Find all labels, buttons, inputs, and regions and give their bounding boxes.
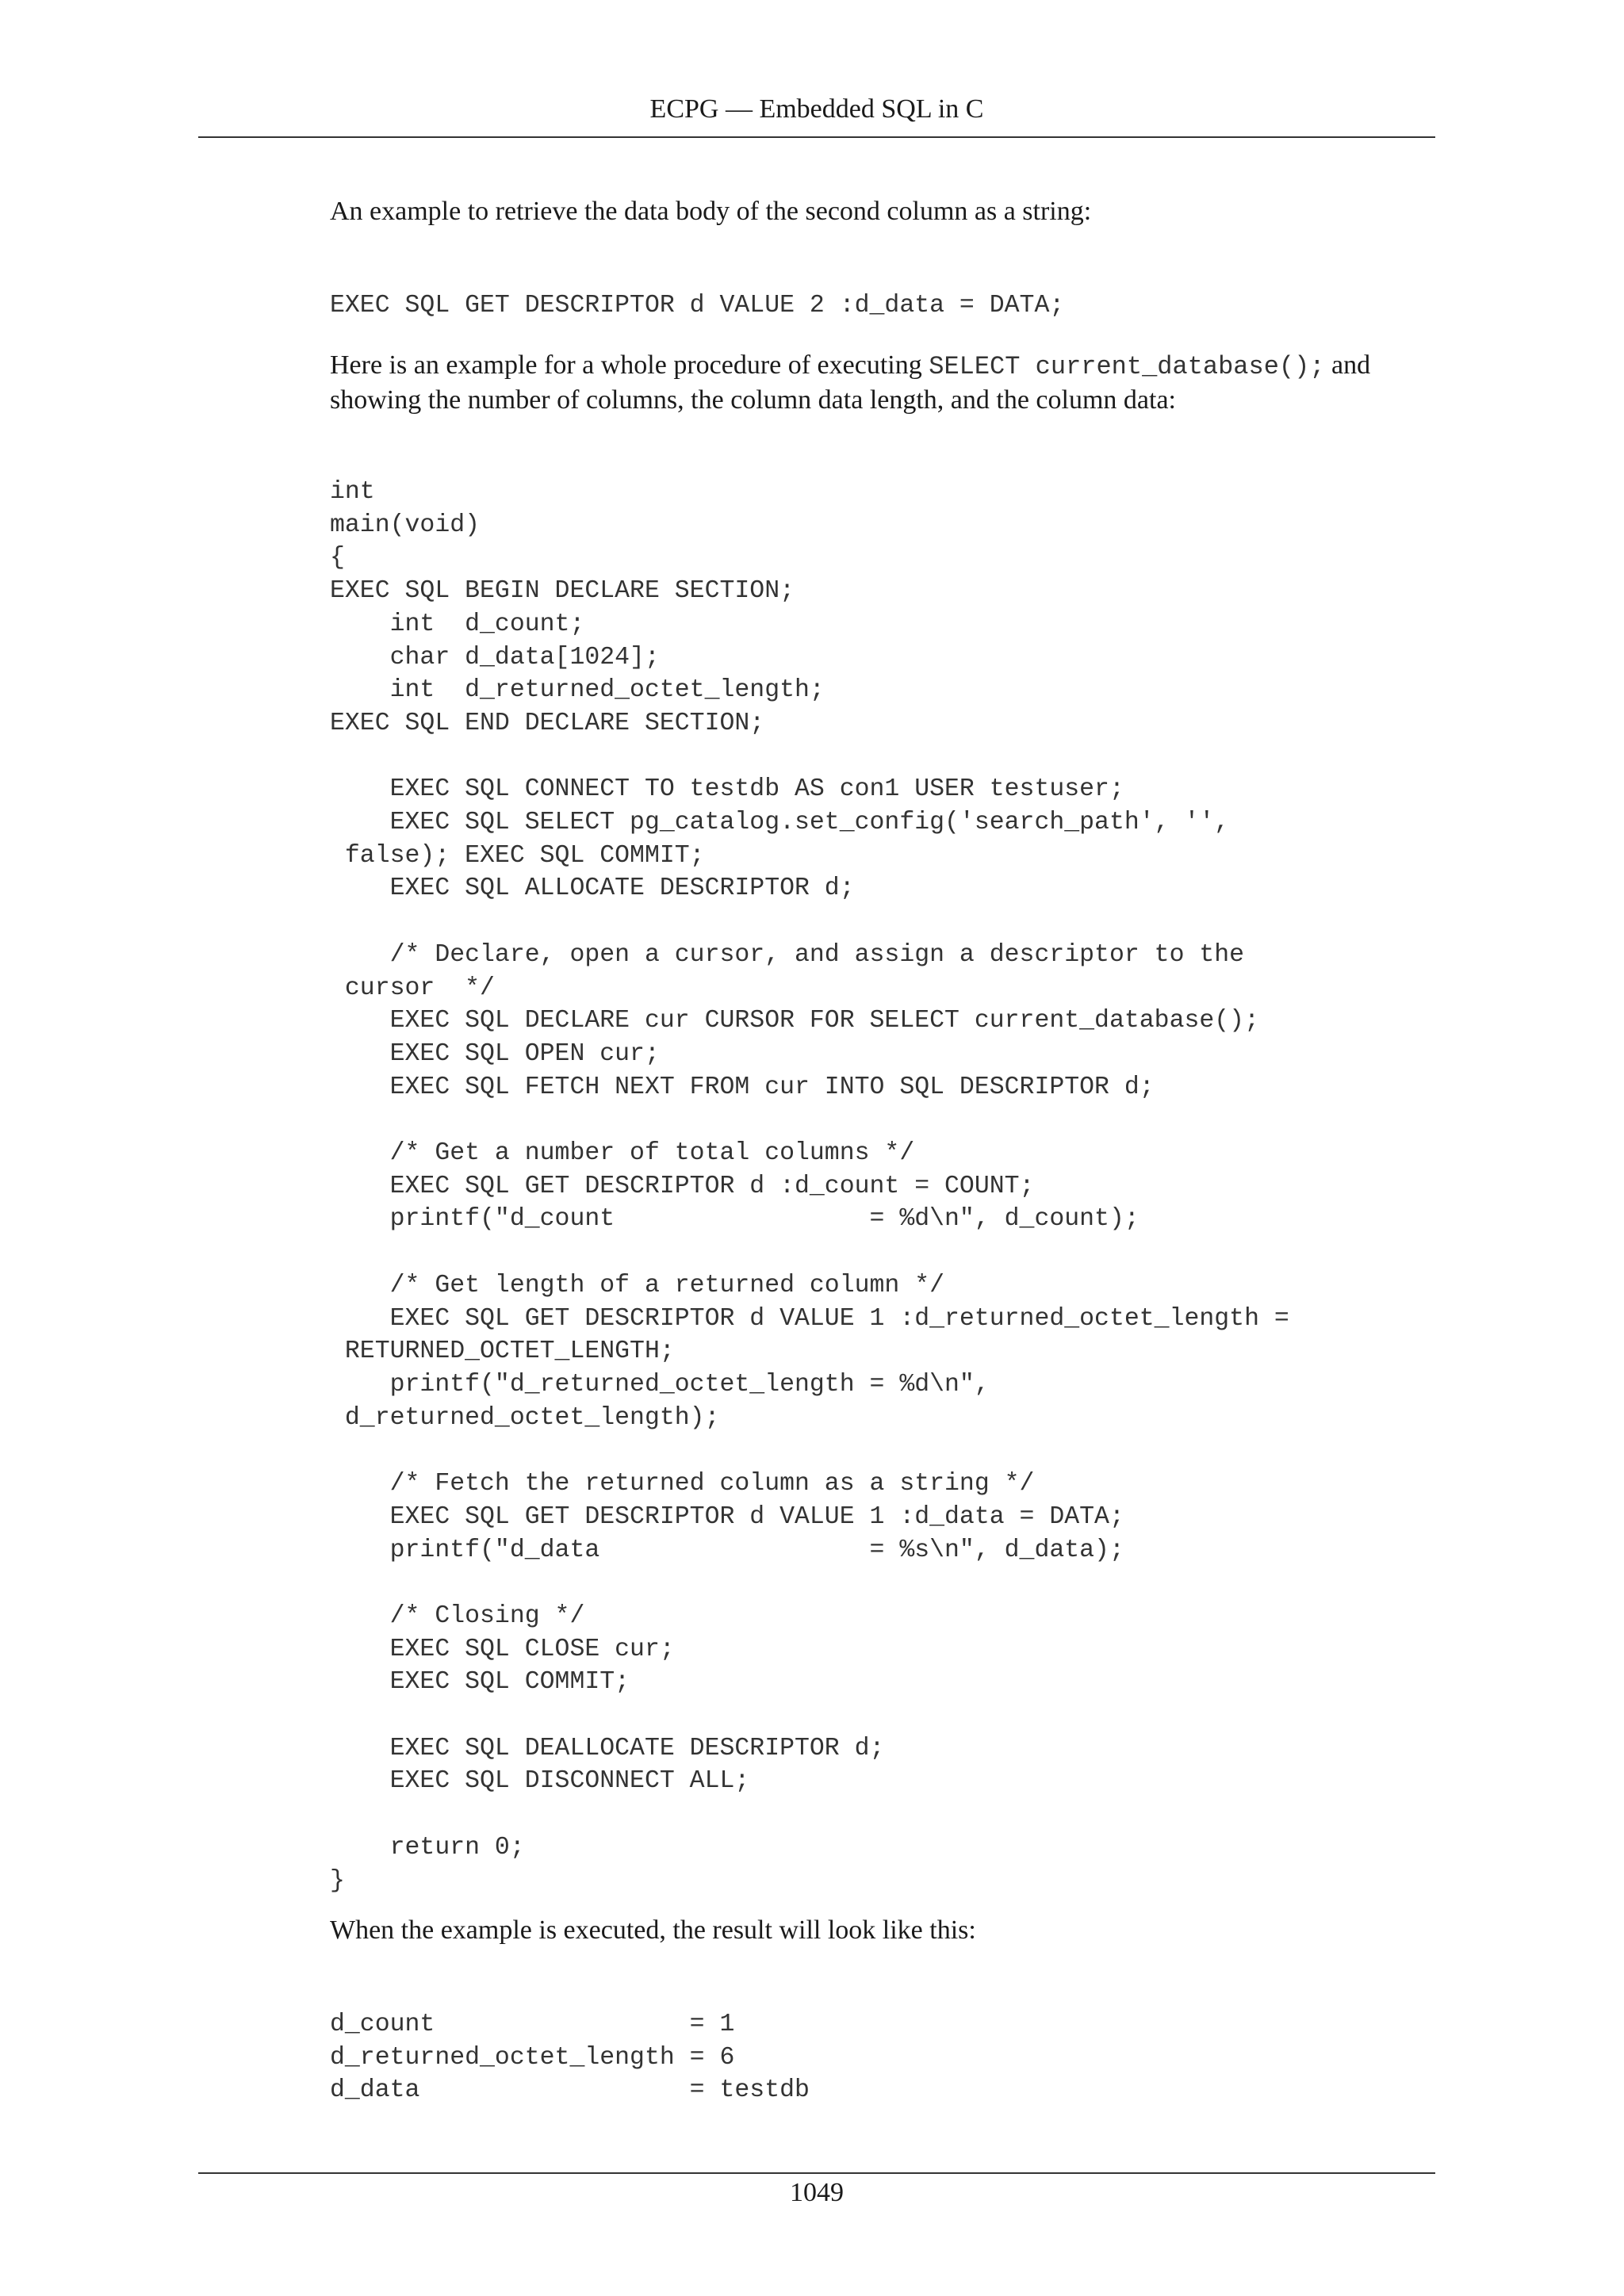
procedure-text-end: and showing the number of columns, the column data length, and the column data: (330, 350, 1371, 415)
header-rule (198, 136, 1435, 138)
code-example-output: d_count = 1 d_returned_octet_length = 6 d_data = testdb (330, 2011, 810, 2105)
page-number: 1049 (790, 2178, 844, 2207)
inline-code-select: SELECT current_database(); (929, 352, 1325, 381)
intro-paragraph: An example to retrieve the data body of the second column as a string: (330, 197, 1092, 226)
procedure-text-start: Here is an example for a whole procedure of executing (330, 350, 929, 380)
result-paragraph: When the example is executed, the result will look like this: (330, 1915, 976, 1945)
code-example-full-procedure: int main(void) { EXEC SQL BEGIN DECLARE SECTION; int d_count; char d_data[1024]; int d_returned_octet_length; EXEC SQL END DECLARE SECTION; EXEC SQL CONNECT TO testdb AS con1 USER testuser; EXEC SQL SELECT pg_catalog.set_config('search_path', '', false); EXEC SQL COMMIT; EXEC SQL ALLOCATE DESCRIPTOR d; /* Declare, open a cursor, and assign a descriptor to the cursor */ EXEC SQL DECLARE cur CURSOR FOR SELECT current_database(); EXEC SQL OPEN cur; EXEC SQL FETCH NEXT FROM cur INTO SQL DESCRIPTOR d; /* Get a number of total columns */ EXEC SQL GET DESCRIPTOR d :d_count = COUNT; printf("d_count = %d\n", d_count); /* Get length of a returned column */ EXEC SQL GET DESCRIPTOR d VALUE 1 :d_returned_octet_length = RETURNED_OCTET_LENGTH; printf("d_returned_octet_length = %d\n", d_returned_octet_length); /* Fetch the returned column as a string */ EXEC SQL GET DESCRIPTOR d VALUE 1 :d_data = DATA; printf("d_data = %s\n", d_data); /* Closing */ EXEC SQL CLOSE cur; EXEC SQL COMMIT; EXEC SQL DEALLOCATE DESCRIPTOR d; EXEC SQL DISCONNECT ALL; return 0; } (330, 478, 1289, 1895)
code-example-get-descriptor: EXEC SQL GET DESCRIPTOR d VALUE 2 :d_data = DATA; (330, 292, 1065, 320)
running-header: ECPG — Embedded SQL in C (649, 94, 984, 124)
footer-rule (198, 2172, 1435, 2174)
procedure-paragraph (330, 349, 1437, 417)
